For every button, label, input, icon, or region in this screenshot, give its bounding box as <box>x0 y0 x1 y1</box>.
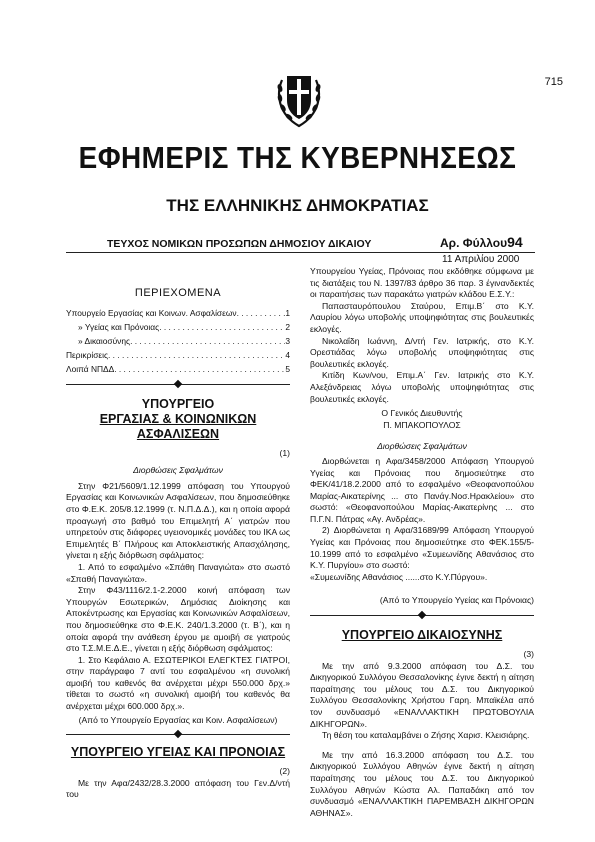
errata-title: Διορθώσεις Σφαλμάτων <box>377 441 467 452</box>
section-divider <box>66 730 290 739</box>
paragraph: «Συμεωνίδης Αθανάσιος ......στο Κ.Υ.Πύργου». <box>310 571 488 582</box>
issue-label: Αρ. Φύλλου <box>440 236 508 250</box>
paragraph: Με την Αφα/2432/28.3.2000 απόφαση του Γεν.Δ/ντή του <box>66 777 290 800</box>
paragraph: 2) Διορθώνεται η Αφα/31689/99 Απόφαση Υπουργού Υγείας και Πρόνοιας που δημοσιεύτηκε στο ΦΕΚ.155/5-10.1999 από το εσφαλμένο «Συμεωνίδης Αθανάσιος στο Κ.Υ. Πυργίου» στο σωστό: <box>310 525 534 571</box>
paragraph: Νικολαΐδη Ιωάννη, Δ/ντή Γεν. Ιατρικής, στο Κ.Υ. Ορεστιάδας λόγω υποβολής υποψηφιότητας στις βουλευτικές εκλογές. <box>310 335 534 369</box>
right-column <box>310 266 534 819</box>
reference-number: (3) <box>523 649 534 660</box>
paragraph: Στην Φ43/1116/2.1-2.2000 κοινή απόφαση των Υπουργών Εσωτερικών, Δημόσιας Διοίκησης και Αποκέντρωσης και Εργασίας και Κοινωνικών Ασφαλίσεων, που δημοσιεύθηκε στο Φ.Ε.Κ. 240/1.3.2000 (τ. Β΄), και η οποία αφορά την ανάθεση έργου με αμοιβή σε γιατρούς στο Τ.Σ.Μ.Ε.Δ.Ε., γίνεται η εξής διόρθωση σφάλματος: <box>66 585 290 654</box>
section-divider <box>310 611 534 620</box>
issue-series: ΤΕΥΧΟΣ ΝΟΜΙΚΩΝ ΠΡΟΣΩΠΩΝ ΔΗΜΟΣΙΟΥ ΔΙΚΑΙΟΥ <box>107 238 372 250</box>
paragraph: Τη θέση του καταλαμβάνει ο Ζήσης Χαρισ. Κλεισιάρης. <box>322 730 530 741</box>
paragraph: Υπουργείου Υγείας, Πρόνοιας που εκδόθηκε σύμφωνα με τις διατάξεις του Ν. 1397/83 άρθρο 36 παρ. 3 έγινανδεκτές οι παραιτήσεις των παρακάτω γιατρών κλάδου Ε.Σ.Υ.: <box>310 266 534 300</box>
paragraph: 1. Από το εσφαλμένο «Σπάθη Παναγιώτα» στο σωστό «Σπαθή Παναγιώτα». <box>66 561 290 584</box>
signature-line: (Από το Υπουργείο Εργασίας και Κοιν. Ασφαλίσεων) <box>78 714 278 725</box>
issue-date: 11 Απριλίου 2000 <box>442 254 520 265</box>
signature-line: (Από το Υπουργείο Υγείας και Πρόνοιας) <box>379 595 534 606</box>
toc-item[interactable]: » Υγείας και Πρόνοιας . . . 2 <box>66 320 290 334</box>
signature-name: Π. ΜΠΑΚΟΠΟΥΛΟΣ <box>383 419 461 430</box>
section-heading-health: ΥΠΟΥΡΓΕΙΟ ΥΓΕΙΑΣ ΚΑΙ ΠΡΟΝΟΙΑΣ <box>70 745 286 760</box>
errata-title: Διορθώσεις Σφαλμάτων <box>133 465 223 476</box>
paragraph: Με την από 16.3.2000 απόφαση του Δ.Σ. του Δικηγορικού Συλλόγου Αθηνών έγινε δεκτή η αίτηση παραίτησης του μέλους του Δ.Σ. του Δικηγορικού Συλλόγου Αθηνών Κώστα Αλ. Παπαδάκη από τον συνδυασμό «ΕΝΑΛΛΑΚΤΙΚΗ ΠΑΡΕΜΒΑΣΗ ΔΙΚΗΓΟΡΩΝ ΑΘΗΝΑΣ». <box>310 749 534 818</box>
signature-title: Ο Γενικός Διευθυντής <box>381 408 463 419</box>
section-divider <box>66 380 290 389</box>
paragraph: Με την από 9.3.2000 απόφαση του Δ.Σ. του Δικηγορικού Συλλόγου Θεσσαλονίκης έγινε δεκτή η αίτηση παραίτησης του μέλους του Δ.Σ. του Δικηγορικού Συλλόγου Θεσσαλονίκης Χρήστου Γαρη. Μπαϊκέλα από τον συνδυασμό «ΕΝΑΛΛΑΚΤΙΚΗ ΠΡΩΤΟΒΟΥΛΙΑ ΔΙΚΗΓΟΡΩΝ». <box>310 660 534 729</box>
issue-number <box>440 234 523 250</box>
page-number: 715 <box>544 76 563 88</box>
paragraph: Κιτίδη Κων/νου, Επιμ.Α΄ Γεν. Ιατρικής στο Κ.Υ. Αλεξάνδρειας λόγω υποβολής υποψηφιότητας στις βουλευτικές εκλογές. <box>310 370 534 404</box>
reference-number: (1) <box>279 447 290 458</box>
toc-list <box>66 306 290 376</box>
toc-heading: ΠΕΡΙΕΧΟΜΕΝΑ <box>134 287 222 299</box>
toc-item[interactable]: Υπουργείο Εργασίας και Κοινων. Ασφαλίσεων . . . 1 <box>66 306 290 320</box>
paragraph: Παπασταυρόπουλου Σταύρου, Επιμ.Β΄ στο Κ.Υ. Λαυρίου λόγω υποβολής υποψηφιότητας στις βουλευτικές εκλογές. <box>310 300 534 334</box>
paragraph: Στην Φ21/5609/1.12.1999 απόφαση του Υπουργού Εργασίας και Κοινωνικών Ασφαλίσεων, που δημοσιεύθηκε στο Φ.Ε.Κ. 205/8.12.1999 (τ. Ν.Π.Δ.Δ.), και η οποία αφορά προαγωγή στο βαθμό του Επιμελητή Α΄ γιατρών που υπηρετούν στις διάφορες υγειονομικές μονάδες του ΙΚΑ ως Επιμελητές Β΄ Πλήρους και Αποκλειστικής Απασχόλησης, γίνεται η εξής διόρθωση σφάλματος: <box>66 480 290 561</box>
section-heading-ministry: ΥΠΟΥΡΓΕΙΟ <box>141 396 215 411</box>
toc-item[interactable]: Λοιπά ΝΠΔΔ . . . 5 <box>66 362 290 376</box>
masthead-title: ΕΦΗΜΕΡΙΣ ΤΗΣ ΚΥΒΕΡΝΗΣΕΩΣ <box>78 140 517 175</box>
coat-of-arms-icon <box>276 70 322 128</box>
toc-item[interactable]: » Δικαιοσύνης . . . 3 <box>66 334 290 348</box>
masthead-subtitle: ΤΗΣ ΕΛΛΗΝΙΚΗΣ ΔΗΜΟΚΡΑΤΙΑΣ <box>166 196 429 215</box>
section-heading-justice: ΥΠΟΥΡΓΕΙΟ ΔΙΚΑΙΟΣΥΝΗΣ <box>341 628 503 643</box>
paragraph: Διορθώνεται η Αφα/3458/2000 Απόφαση Υπουργού Υγείας και Πρόνοιας που δημοσιεύτηκε στο ΦΕΚ/41/18.2.2000 από το εσφαλμένο «Θεοφανοπούλου Μαρίας-Αικατερίνης ... στο Πανάγ.Νοσ.Ηρακλείου» στο σωστό: «Θεοφανοπούλου Μαρίας-Αικατερίνης ... στο Π.Γ.Ν. Πάτρας «Αγ. Ανδρέας». <box>310 455 534 524</box>
toc-item[interactable]: Περικρίσεις . . . 4 <box>66 348 290 362</box>
reference-number: (2) <box>279 766 290 777</box>
header-rule <box>66 252 535 253</box>
issue-number-value: 94 <box>507 234 523 250</box>
paragraph: 1. Στο Κεφάλαιο Α. ΕΣΩΤΕΡΙΚΟΙ ΕΛΕΓΚΤΕΣ ΓΙΑΤΡΟΙ, στην παράγραφο 7 αντί του εσφαλμένου «η συνολική αμοιβή του καθενός θα ανέρχεται μέχρι 550.000 δρχ.» τίθεται το σωστό «η συνολική αμοιβή του καθενός θα ανέρχεται μέχρι 600.000 δρχ.». <box>66 654 290 712</box>
left-column <box>66 288 290 801</box>
section-heading-labour: ΕΡΓΑΣΙΑΣ & ΚΟΙΝΩΝΙΚΩΝ ΑΣΦΑΛΙΣΕΩΝ <box>99 411 257 441</box>
